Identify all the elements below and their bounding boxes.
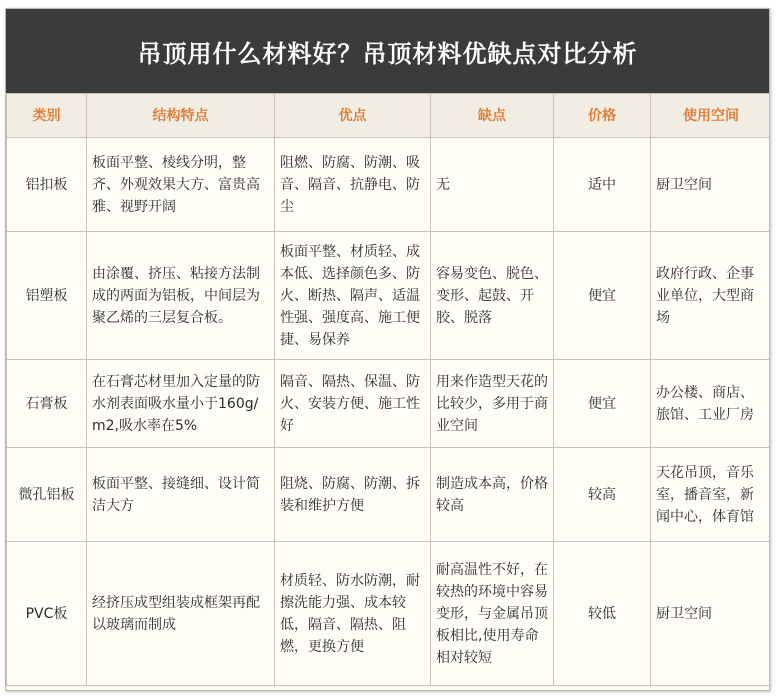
cell-cons: 用来作造型天花的比较少，多用于商业空间	[431, 360, 554, 448]
header-space: 使用空间	[651, 94, 771, 138]
table-row	[7, 232, 771, 360]
header-cons: 缺点	[431, 94, 554, 138]
cell-category: 铝扣板	[7, 138, 87, 232]
cell-structure: 经挤压成型组装成框架再配以玻璃而制成	[87, 542, 275, 686]
cell-structure: 板面平整、棱线分明，整齐、外观效果大方、富贵高雅、视野开阔	[87, 138, 275, 232]
table-row	[7, 448, 771, 542]
cell-cons: 制造成本高，价格较高	[431, 448, 554, 542]
cell-category: 石膏板	[7, 360, 87, 448]
cell-space: 厨卫空间	[651, 542, 771, 686]
table-header-row	[7, 94, 771, 138]
cell-price: 适中	[554, 138, 651, 232]
cell-price: 较高	[554, 448, 651, 542]
cell-space: 办公楼、商店、旅馆、工业厂房	[651, 360, 771, 448]
cell-pros: 材质轻、防水防潮，耐擦洗能力强、成本较低，隔音、隔热、阻燃，更换方便	[275, 542, 431, 686]
table-row	[7, 542, 771, 686]
header-category: 类别	[7, 94, 87, 138]
cell-price: 便宜	[554, 360, 651, 448]
cell-structure: 在石膏芯材里加入定量的防水剂表面吸水量小于160g/m2,吸水率在5%	[87, 360, 275, 448]
cell-category: 铝塑板	[7, 232, 87, 360]
article-image	[5, 8, 770, 691]
cell-pros: 板面平整、材质轻、成本低、选择颜色多、防火、断热、隔声、适温性强、强度高、施工便捷、易保养	[275, 232, 431, 360]
cell-space: 政府行政、企事业单位，大型商场	[651, 232, 771, 360]
cell-space: 天花吊顶，音乐室，播音室，新闻中心，体育馆	[651, 448, 771, 542]
header-structure: 结构特点	[87, 94, 275, 138]
cell-cons: 无	[431, 138, 554, 232]
table-row	[7, 138, 771, 232]
cell-pros: 阻烧、防腐、防潮、拆装和维护方便	[275, 448, 431, 542]
header-price: 价格	[554, 94, 651, 138]
cell-structure: 由涂覆、挤压、粘接方法制成的两面为铝板，中间层为聚乙烯的三层复合板。	[87, 232, 275, 360]
cell-structure: 板面平整、接缝细、设计简洁大方	[87, 448, 275, 542]
cell-pros: 隔音、隔热、保温、防火、安装方便、施工性好	[275, 360, 431, 448]
cell-pros: 阻燃、防腐、防潮、吸音、隔音、抗静电、防尘	[275, 138, 431, 232]
cell-category: 微孔铝板	[7, 448, 87, 542]
header-pros: 优点	[275, 94, 431, 138]
cell-cons: 容易变色、脱色、变形、起鼓、开胶、脱落	[431, 232, 554, 360]
cell-cons: 耐高温性不好，在较热的环境中容易变形，与金属吊顶板相比,使用寿命相对较短	[431, 542, 554, 686]
cell-category: PVC板	[7, 542, 87, 686]
comparison-table	[6, 93, 770, 686]
page-title: 吊顶用什么材料好？吊顶材料优缺点对比分析	[6, 9, 769, 93]
cell-space: 厨卫空间	[651, 138, 771, 232]
table-row	[7, 360, 771, 448]
cell-price: 便宜	[554, 232, 651, 360]
cell-price: 较低	[554, 542, 651, 686]
